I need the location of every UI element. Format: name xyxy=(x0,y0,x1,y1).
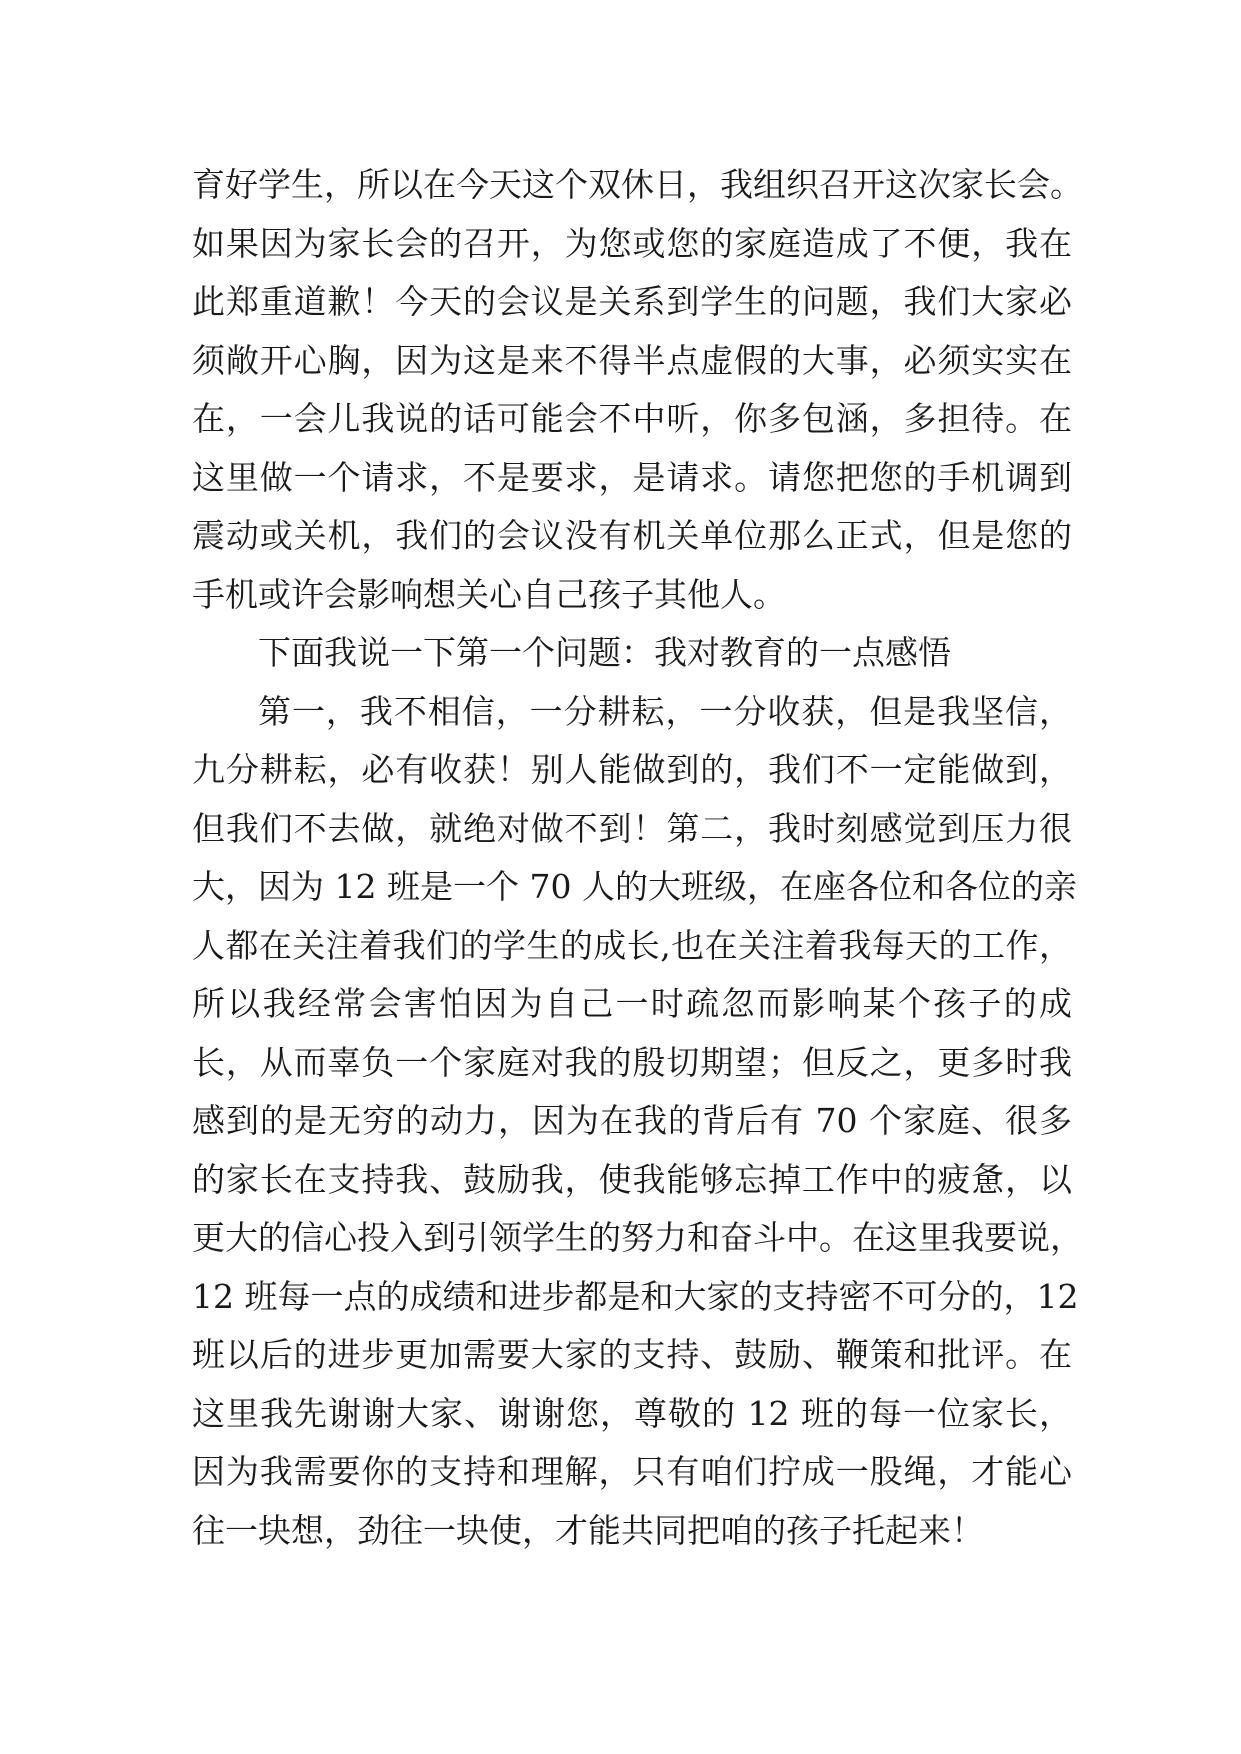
text-line: 因为我需要你的支持和理解，只有咱们拧成一股绳，才能心 xyxy=(192,1452,1072,1491)
text-line: 须敞开心胸，因为这是来不得半点虚假的大事，必须实实在 xyxy=(192,340,1072,380)
text-line: 手机或许会影响想关心自己孩子其他人。 xyxy=(192,574,786,614)
text-line: 第一，我不相信，一分耕耘，一分收获，但是我坚信， xyxy=(258,691,1072,731)
text-line: 感到的是无穷的动力，因为在我的背后有 70 个家庭、很多 xyxy=(192,1101,1072,1140)
document-body xyxy=(192,156,1083,1560)
text-line: 育好学生，所以在今天这个双休日，我组织召开这次家长会。 xyxy=(192,165,1083,204)
text-line: 但我们不去做，就绝对做不到！第二，我时刻感觉到压力很 xyxy=(192,808,1072,848)
text-line: 班以后的进步更加需要大家的支持、鼓励、鞭策和批评。在 xyxy=(192,1335,1072,1374)
text-line: 人都在关注着我们的学生的成长,也在关注着我每天的工作， xyxy=(192,925,1072,965)
text-line: 所以我经常会害怕因为自己一时疏忽而影响某个孩子的成 xyxy=(192,984,1072,1023)
text-line: 的家长在支持我、鼓励我，使我能够忘掉工作中的疲惫，以 xyxy=(192,1159,1072,1199)
text-line: 12 班每一点的成绩和进步都是和大家的支持密不可分的，12 xyxy=(192,1276,1079,1316)
text-line: 大，因为 12 班是一个 70 人的大班级，在座各位和各位的亲 xyxy=(192,867,1077,906)
text-line: 这里做一个请求，不是要求，是请求。请您把您的手机调到 xyxy=(192,457,1072,497)
text-line: 九分耕耘，必有收获！别人能做到的，我们不一定能做到， xyxy=(192,750,1072,789)
text-line: 下面我说一下第一个问题：我对教育的一点感悟 xyxy=(258,633,951,672)
text-line: 震动或关机，我们的会议没有机关单位那么正式，但是您的 xyxy=(192,516,1072,555)
text-line: 这里我先谢谢大家、谢谢您，尊敬的 12 班的每一位家长， xyxy=(192,1393,1072,1433)
text-line: 如果因为家长会的召开，为您或您的家庭造成了不便，我在 xyxy=(192,223,1072,263)
text-line: 在，一会儿我说的话可能会不中听，你多包涵，多担待。在 xyxy=(192,399,1072,438)
text-line: 此郑重道歉！今天的会议是关系到学生的问题，我们大家必 xyxy=(192,282,1072,321)
text-line: 往一块想，劲往一块使，才能共同把咱的孩子托起来！ xyxy=(192,1510,984,1550)
text-line: 更大的信心投入到引领学生的努力和奋斗中。在这里我要说， xyxy=(192,1218,1083,1257)
text-line: 长，从而辜负一个家庭对我的殷切期望；但反之，更多时我 xyxy=(192,1042,1072,1082)
